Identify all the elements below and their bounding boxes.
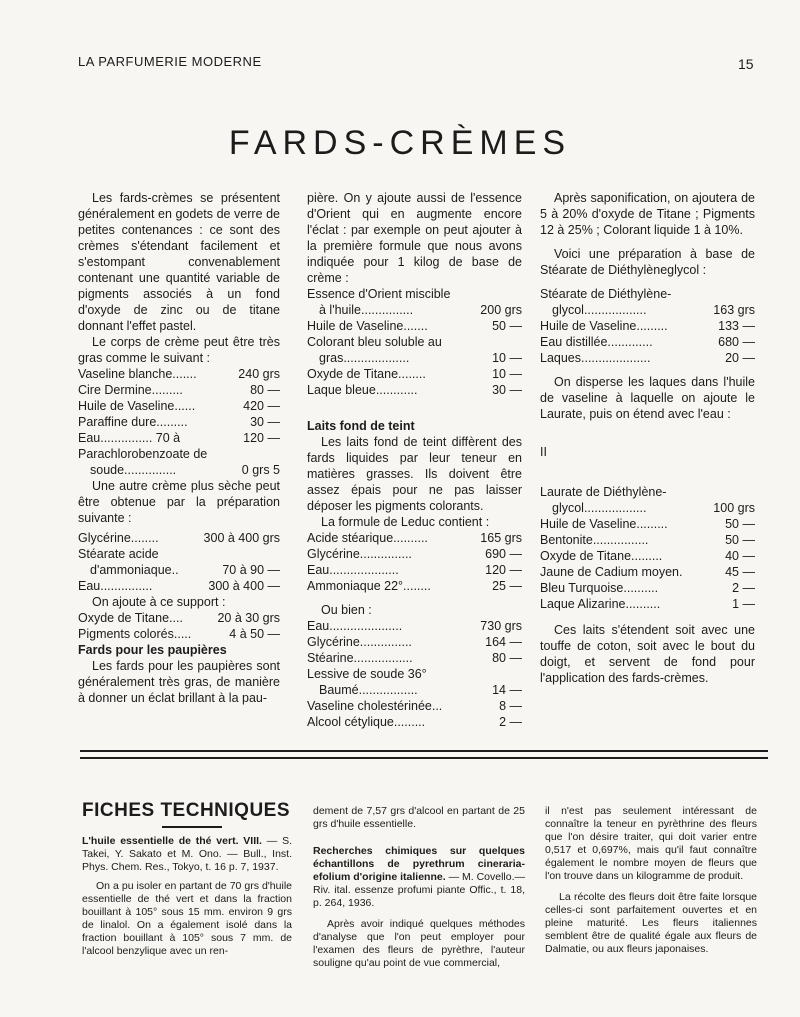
recipe-row [78,546,280,562]
recipe-table [540,286,755,366]
ingredient-quantity: 120 — [485,563,522,577]
recipe-row [307,530,522,546]
ingredient-label: Oxyde de Titane........ [307,367,426,381]
ingredient-quantity: 100 grs [713,501,755,515]
fiche-column-2 [313,805,525,970]
recipe-row [307,546,522,562]
paragraph: Les fards pour les paupières sont généralement très gras, de manière à donner un éclat brillant à la pau- [78,659,280,705]
recipe-row [540,548,755,564]
page-number: 15 [738,56,754,72]
fiche-body: On a pu isoler en partant de 70 grs d'huile essentielle de thé vert et dans la fraction bouillant à 105° sous 15 mm. environ 9 grs de linalol. On a également isolé dans la fraction bouillant à 105° sous 7 mm. de l'alcool benzylique avec un ren- [82,880,292,957]
recipe-row [307,302,522,318]
ingredient-quantity: 163 grs [713,303,755,317]
column-2 [307,190,522,730]
article-title: FARDS-CRÈMES [228,124,572,162]
ingredient-quantity: 120 — [243,431,280,445]
column-1 [78,190,280,706]
recipe-row [540,318,755,334]
ingredient-label: Laques.................... [540,351,651,365]
recipe-row [307,618,522,634]
paragraph: La formule de Leduc contient : [321,515,490,529]
recipe-row [78,414,280,430]
ingredient-quantity: 10 — [492,367,522,381]
recipe-table [78,610,280,642]
section-heading: Laits fond de teint [307,419,415,433]
ingredient-quantity: 690 — [485,547,522,561]
ingredient-quantity: 200 grs [480,303,522,317]
recipe-row [78,398,280,414]
ingredient-quantity: 240 grs [238,367,280,381]
ingredient-label: Laurate de Diéthylène- [540,485,667,499]
ingredient-label: Essence d'Orient miscible [307,287,451,301]
ingredient-quantity: 300 à 400 grs [203,531,280,545]
ingredient-label: Huile de Vaseline....... [307,319,428,333]
ingredient-label: Stéarate acide [78,547,159,561]
ingredient-label: gras................... [319,351,410,365]
ingredient-label: Bleu Turquoise.......... [540,581,659,595]
paragraph: Ou bien : [321,603,372,617]
paragraph: Une autre crème plus sèche peut être obtenue par la préparation suivante : [78,479,280,525]
ingredient-label: Eau..................... [307,619,403,633]
ingredient-label: Vaseline cholestérinée... [307,699,443,713]
ingredient-label: Bentonite................ [540,533,649,547]
fiche-column-1 [82,835,292,958]
ingredient-label: Glycérine............... [307,547,412,561]
paragraph: Les laits fond de teint diffèrent des fards liquides par leur teneur en matières grasses. Ils doivent être assez épais pour ne pas laisser déposer les pigments colorants. [307,435,522,513]
ingredient-label: Huile de Vaseline......... [540,517,668,531]
journal-name: LA PARFUMERIE MODERNE [78,54,262,69]
ingredient-label: Colorant bleu soluble au [307,335,442,349]
ingredient-quantity: 2 — [732,581,755,595]
recipe-row [540,302,755,318]
fiche-column-3 [545,805,757,956]
recipe-row [307,286,522,302]
paragraph: Les fards-crèmes se présentent généralement en godets de verre de petites contenances : ce sont des crèmes s'étendant facilement et s'estompant convenablement contenant une quantité variable de pigments associés à un fond d'oxyde de zinc ou de titane donnant l'effet pastel. [78,191,280,333]
recipe-row [307,714,522,730]
ingredient-quantity: 0 grs 5 [241,463,280,477]
title-underline [162,826,222,828]
recipe-row [307,650,522,666]
paragraph: On disperse les laques dans l'huile de vaseline à laquelle on ajoute le Laurate, puis on étend avec l'eau : [540,375,755,421]
paragraph: Ces laits s'étendent soit avec une touffe de coton, soit avec le bout du doigt, et servent de fond pour l'application des fards-crèmes. [540,623,755,685]
ingredient-quantity: 164 — [485,635,522,649]
ingredient-quantity: 680 — [718,335,755,349]
fiche-body: Après avoir indiqué quelques méthodes d'analyse que l'on peut employer pour l'examen des fleurs de pyrèthre, l'auteur souligne qu'au point de vue commercial, [313,918,525,969]
recipe-row [540,596,755,612]
fiche-reference: — S. Takei, Y. Sakato et M. Ono. — Bull., Inst. Phys. Chem. Res., Tokyo, t. 16 p. 7, 1937. [82,835,293,873]
recipe-row [540,334,755,350]
ingredient-quantity: 50 — [725,517,755,531]
ingredient-quantity: 20 à 30 grs [217,611,280,625]
ingredient-label: Laque bleue............ [307,383,418,397]
ingredient-quantity: 8 — [499,699,522,713]
recipe-row [307,578,522,594]
ingredient-quantity: 70 à 90 — [222,563,280,577]
ingredient-label: Oxyde de Titane......... [540,549,663,563]
recipe-row [78,578,280,594]
ingredient-label: Eau distillée............. [540,335,653,349]
recipe-row [540,500,755,516]
recipe-row [307,634,522,650]
ingredient-label: Eau.................... [307,563,399,577]
ingredient-quantity: 20 — [725,351,755,365]
recipe-row [307,562,522,578]
ingredient-quantity: 80 — [250,383,280,397]
ingredient-quantity: 4 à 50 — [229,627,280,641]
recipe-row [307,350,522,366]
recipe-table [78,366,280,478]
ingredient-label: Paraffine dure......... [78,415,188,429]
recipe-row [78,446,280,462]
ingredient-label: glycol.................. [552,303,647,317]
ingredient-label: Huile de Vaseline...... [78,399,196,413]
ingredient-label: Eau............... 70 à [78,431,181,445]
column-3 [540,190,755,686]
ingredient-quantity: 80 — [492,651,522,665]
recipe-row [78,626,280,642]
recipe-row [540,580,755,596]
ingredient-quantity: 50 — [492,319,522,333]
ingredient-label: Oxyde de Titane.... [78,611,183,625]
ingredient-label: Eau............... [78,579,153,593]
ingredient-quantity: 420 — [243,399,280,413]
recipe-row [540,286,755,302]
recipe-row [78,382,280,398]
paragraph: Voici une préparation à base de Stéarate de Diéthylèneglycol : [540,247,755,277]
fiche-title: Recherches chimiques sur quelques échantillons de pyrethrum cinerariaefolium d'origine italienne. [313,845,525,883]
ingredient-label: Stéarine................. [307,651,413,665]
recipe-row [307,318,522,334]
ingredient-label: à l'huile............... [319,303,414,317]
fiche-body: il n'est pas seulement intéressant de connaître la teneur en pyrèthrine des fleurs que l'on désire traiter, qui doit varier entre 0,517 et 0,697%, mais qu'il faut connaître également le nombre moyen de fleurs que l'on trouve dans un kilogramme de produit. [545,805,757,882]
section-title: FICHES TECHNIQUES [82,800,291,821]
ingredient-label: Parachlorobenzoate de [78,447,208,461]
ingredient-quantity: 25 — [492,579,522,593]
ingredient-label: Vaseline blanche....... [78,367,197,381]
recipe-row [78,430,280,446]
ingredient-quantity: 40 — [725,549,755,563]
ingredient-label: Acide stéarique.......... [307,531,428,545]
recipe-row [307,334,522,350]
fiche-title: L'huile essentielle de thé vert. VIII. [82,835,262,847]
fiche-body: La récolte des fleurs doit être faite lorsque celles-ci sont parfaitement ouvertes et en pleine maturité. Les fleurs italiennes semblent être de qualité égale aux fleurs de Dalmatie, ou aux fleurs japonaises. [545,891,757,955]
recipe-row [307,366,522,382]
divider-rule [80,750,768,752]
ingredient-label: Huile de Vaseline......... [540,319,668,333]
paragraph: pière. On y ajoute aussi de l'essence d'Orient qui en augmente encore l'éclat : par exemple on peut ajouter à la première formule que nous avons indiquée pour 1 kilog de base de crème : [307,191,522,285]
ingredient-quantity: 133 — [718,319,755,333]
ingredient-quantity: 30 — [250,415,280,429]
paragraph: Le corps de crème peut être très gras comme le suivant : [78,335,280,365]
recipe-row [540,532,755,548]
recipe-table [307,530,522,594]
ingredient-label: Lessive de soude 36° [307,667,427,681]
paragraph: On ajoute à ce support : [92,595,226,609]
ingredient-label: Glycérine........ [78,531,159,545]
recipe-table [78,530,280,594]
recipe-row [78,610,280,626]
section-heading: Fards pour les paupières [78,643,227,657]
recipe-row [307,682,522,698]
ingredient-label: Laque Alizarine.......... [540,597,661,611]
ingredient-label: d'ammoniaque.. [90,563,179,577]
recipe-row [307,382,522,398]
ingredient-label: Glycérine............... [307,635,412,649]
recipe-row [78,530,280,546]
ingredient-label: glycol.................. [552,501,647,515]
ingredient-label: Alcool cétylique......... [307,715,426,729]
ingredient-quantity: 2 — [499,715,522,729]
ingredient-quantity: 30 — [492,383,522,397]
ingredient-label: Jaune de Cadium moyen. [540,565,683,579]
recipe-table [307,618,522,730]
ingredient-label: Stéarate de Diéthylène- [540,287,672,301]
recipe-row [78,462,280,478]
ingredient-quantity: 45 — [725,565,755,579]
recipe-row [78,366,280,382]
ingredient-quantity: 165 grs [480,531,522,545]
recipe-table [540,484,755,612]
ingredient-quantity: 14 — [492,683,522,697]
recipe-row [307,698,522,714]
ingredient-label: Ammoniaque 22°........ [307,579,431,593]
ingredient-quantity: 300 à 400 — [208,579,280,593]
ingredient-label: Baumé................. [319,683,418,697]
ingredient-quantity: 50 — [725,533,755,547]
ingredient-quantity: 730 grs [480,619,522,633]
recipe-row [540,516,755,532]
recipe-row [307,666,522,682]
ingredient-label: Pigments colorés..... [78,627,192,641]
roman-numeral: II [540,445,547,459]
paragraph: Après saponification, on ajoutera de 5 à 20% d'oxyde de Titane ; Pigments 12 à 25% ; Colorant liquide 1 à 10%. [540,191,755,237]
ingredient-label: soude............... [90,463,177,477]
divider-rule [80,757,768,759]
recipe-row [78,562,280,578]
recipe-table [307,286,522,398]
fiche-body: dement de 7,57 grs d'alcool en partant de 25 grs d'huile essentielle. [313,805,525,830]
ingredient-quantity: 10 — [492,351,522,365]
ingredient-quantity: 1 — [732,597,755,611]
recipe-row [540,484,755,500]
fiche-reference: — M. Covello.—Riv. ital. essenze profumi piante Offic., t. 18, p. 264, 1936. [313,871,526,909]
ingredient-label: Cire Dermine......... [78,383,183,397]
recipe-row [540,564,755,580]
recipe-row [540,350,755,366]
